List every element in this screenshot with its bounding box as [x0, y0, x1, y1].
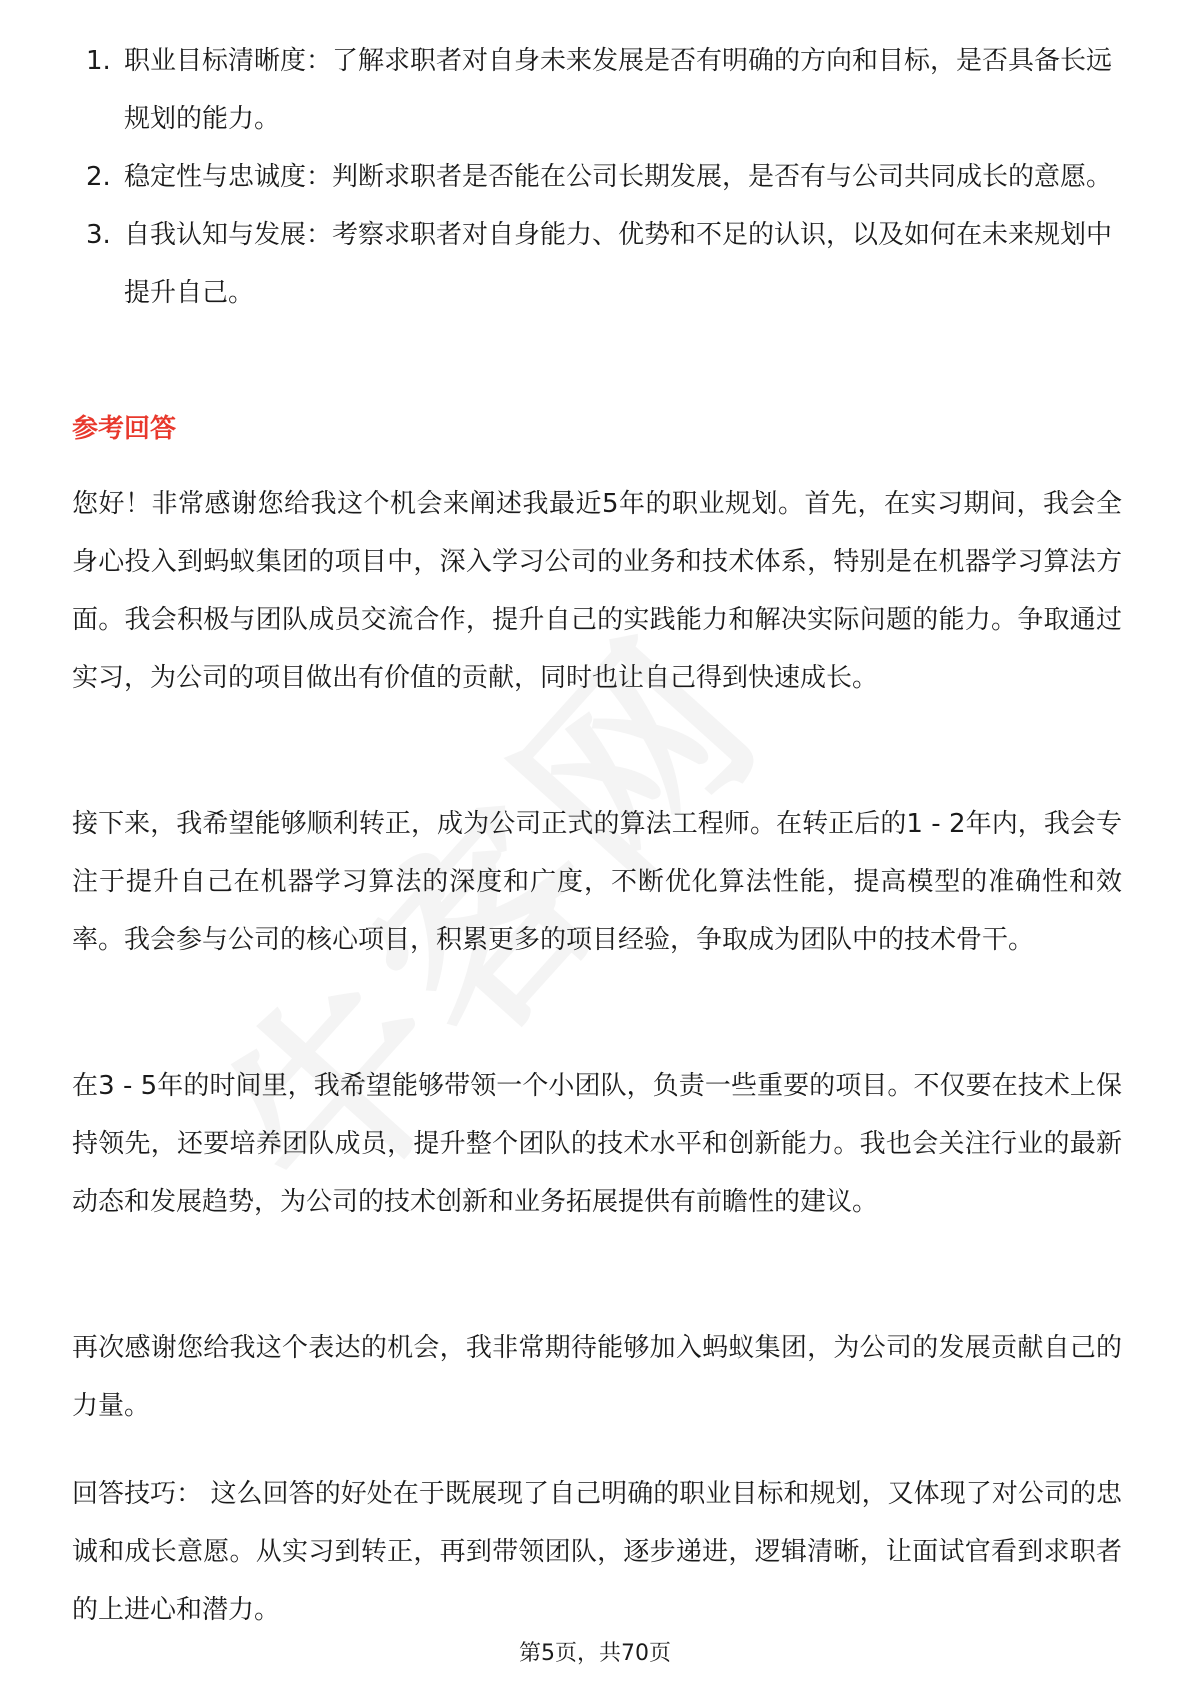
evaluation-criteria-list: [72, 32, 1122, 322]
list-item: [72, 148, 1122, 206]
list-item-text: 自我认知与发展：考察求职者对自身能力、优势和不足的认识，以及如何在未来规划中提升自己。: [124, 220, 1113, 308]
list-item: [72, 32, 1122, 148]
answer-paragraph: 您好！非常感谢您给我这个机会来阐述我最近5年的职业规划。首先，在实习期间，我会全身心投入到蚂蚁集团的项目中，深入学习公司的业务和技术体系，特别是在机器学习算法方面。我会积极与团队成员交流合作，提升自己的实践能力和解决实际问题的能力。争取通过实习，为公司的项目做出有价值的贡献，同时也让自己得到快速成长。: [72, 489, 1122, 693]
answer-paragraph: 接下来，我希望能够顺利转正，成为公司正式的算法工程师。在转正后的1 - 2年内，我会专注于提升自己在机器学习算法的深度和广度，不断优化算法性能，提高模型的准确性和效率。我会参与公司的核心项目，积累更多的项目经验，争取成为团队中的技术骨干。: [72, 809, 1122, 955]
list-item-number: 2.: [86, 162, 111, 192]
list-item-number: 1.: [86, 46, 111, 76]
section-heading: 参考回答: [72, 414, 177, 444]
answer-tips-paragraph: 回答技巧： 这么回答的好处在于既展现了自己明确的职业目标和规划，又体现了对公司的忠诚和成长意愿。从实习到转正，再到带领团队，逐步递进，逻辑清晰，让面试官看到求职者的上进心和潜力。: [72, 1479, 1122, 1625]
list-item-text: 稳定性与忠诚度：判断求职者是否能在公司长期发展，是否有与公司共同成长的意愿。: [124, 162, 1113, 192]
list-item-text: 职业目标清晰度：了解求职者对自身未来发展是否有明确的方向和目标，是否具备长远规划的能力。: [124, 46, 1113, 134]
list-item-number: 3.: [86, 220, 111, 250]
answer-paragraph: 再次感谢您给我这个表达的机会，我非常期待能够加入蚂蚁集团，为公司的发展贡献自己的力量。: [72, 1333, 1122, 1421]
page-number-footer: 第5页，共70页: [519, 1641, 671, 1666]
answer-paragraph: 在3 - 5年的时间里，我希望能够带领一个小团队，负责一些重要的项目。不仅要在技术上保持领先，还要培养团队成员，提升整个团队的技术水平和创新能力。我也会关注行业的最新动态和发展趋势，为公司的技术创新和业务拓展提供有前瞻性的建议。: [72, 1071, 1122, 1217]
list-item: [72, 206, 1122, 322]
